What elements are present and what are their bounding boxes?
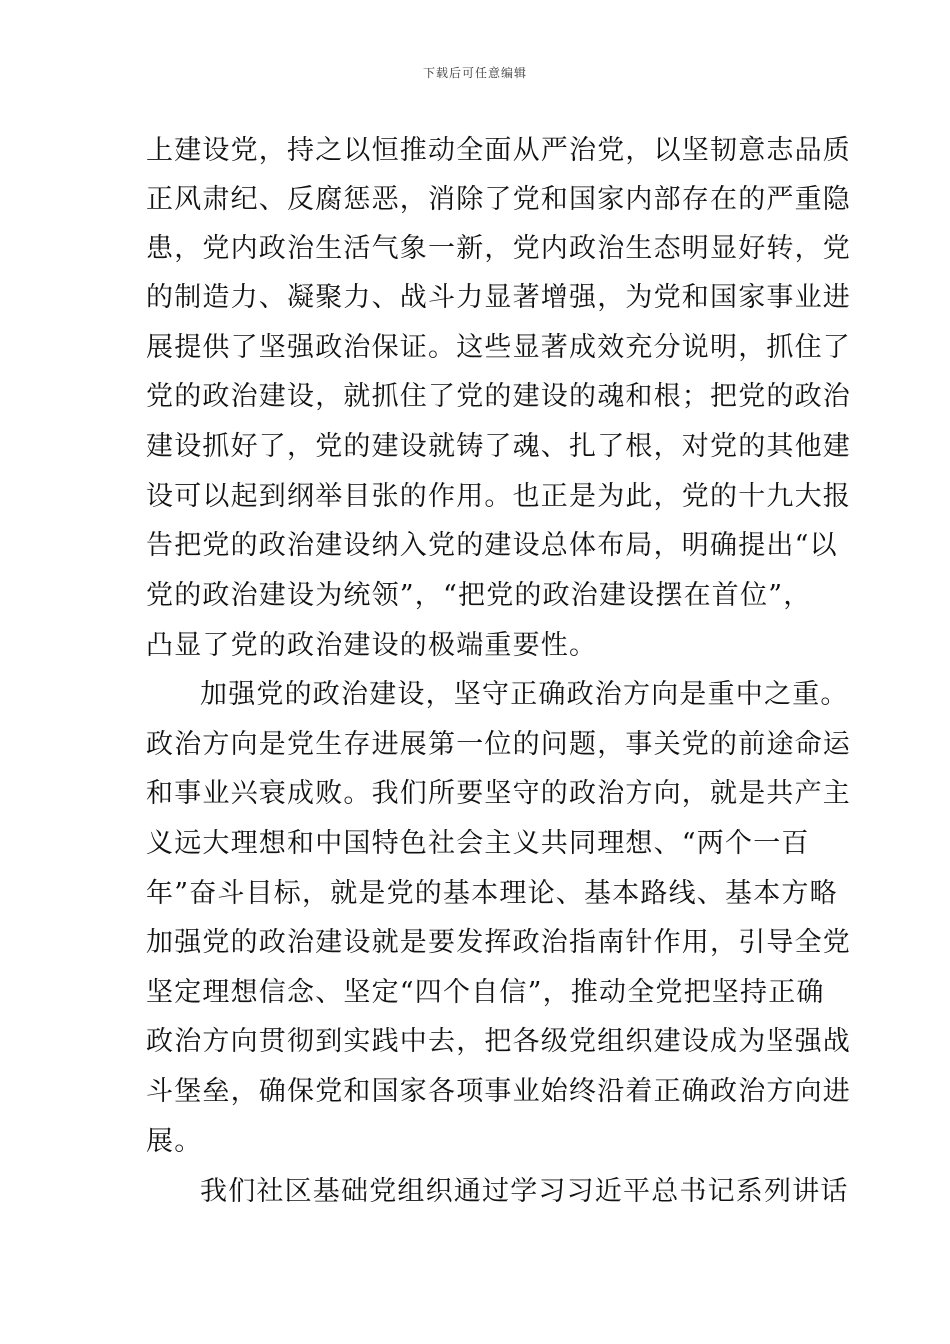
body-line: 展。 <box>146 1126 203 1157</box>
body-line: 坚定理想信念、坚定“四个自信”，推动全党把坚持正确 <box>146 977 825 1008</box>
body-line: 年”奋斗目标，就是党的基本理论、基本路线、基本方略 <box>146 878 838 909</box>
body-line: 患，党内政治生活气象一新，党内政治生态明显好转，党 <box>146 233 851 264</box>
body-line: 展提供了坚强政治保证。这些显著成效充分说明，抓住了 <box>146 332 851 363</box>
body-line: 的制造力、凝聚力、战斗力显著增强，为党和国家事业进 <box>146 282 851 313</box>
body-line: 上建设党，持之以恒推动全面从严治党，以坚韧意志品质 <box>146 135 851 166</box>
body-line: 政治方向是党生存进展第一位的问题，事关党的前途命运 <box>146 729 851 760</box>
body-line: 党的政治建设为统领”，“把党的政治建设摆在首位”， <box>146 580 812 611</box>
body-line: 告把党的政治建设纳入党的建设总体布局，明确提出“以 <box>146 530 838 561</box>
body-line: 和事业兴衰成败。我们所要坚守的政治方向，就是共产主 <box>146 778 851 809</box>
paragraph-first-line: 我们社区基础党组织通过学习习近平总书记系列讲话 <box>200 1176 849 1207</box>
page-header: 下载后可任意编辑 <box>422 66 527 80</box>
body-line: 加强党的政治建设就是要发挥政治指南针作用，引导全党 <box>146 927 851 958</box>
body-line: 党的政治建设，就抓住了党的建设的魂和根；把党的政治 <box>146 381 851 412</box>
body-line: 正风肃纪、反腐惩恶，消除了党和国家内部存在的严重隐 <box>146 184 851 215</box>
body-line: 政治方向贯彻到实践中去，把各级党组织建设成为坚强战 <box>146 1026 851 1057</box>
body-line: 设可以起到纲举目张的作用。也正是为此，党的十九大报 <box>146 481 851 512</box>
body-line: 建设抓好了，党的建设就铸了魂、扎了根，对党的其他建 <box>146 431 851 462</box>
body-line: 斗堡垒，确保党和国家各项事业始终沿着正确政治方向进 <box>146 1076 851 1107</box>
body-line: 凸显了党的政治建设的极端重要性。 <box>146 630 598 661</box>
paragraph-first-line: 加强党的政治建设，坚守正确政治方向是重中之重。 <box>200 679 849 710</box>
body-line: 义远大理想和中国特色社会主义共同理想、“两个一百 <box>146 828 810 859</box>
